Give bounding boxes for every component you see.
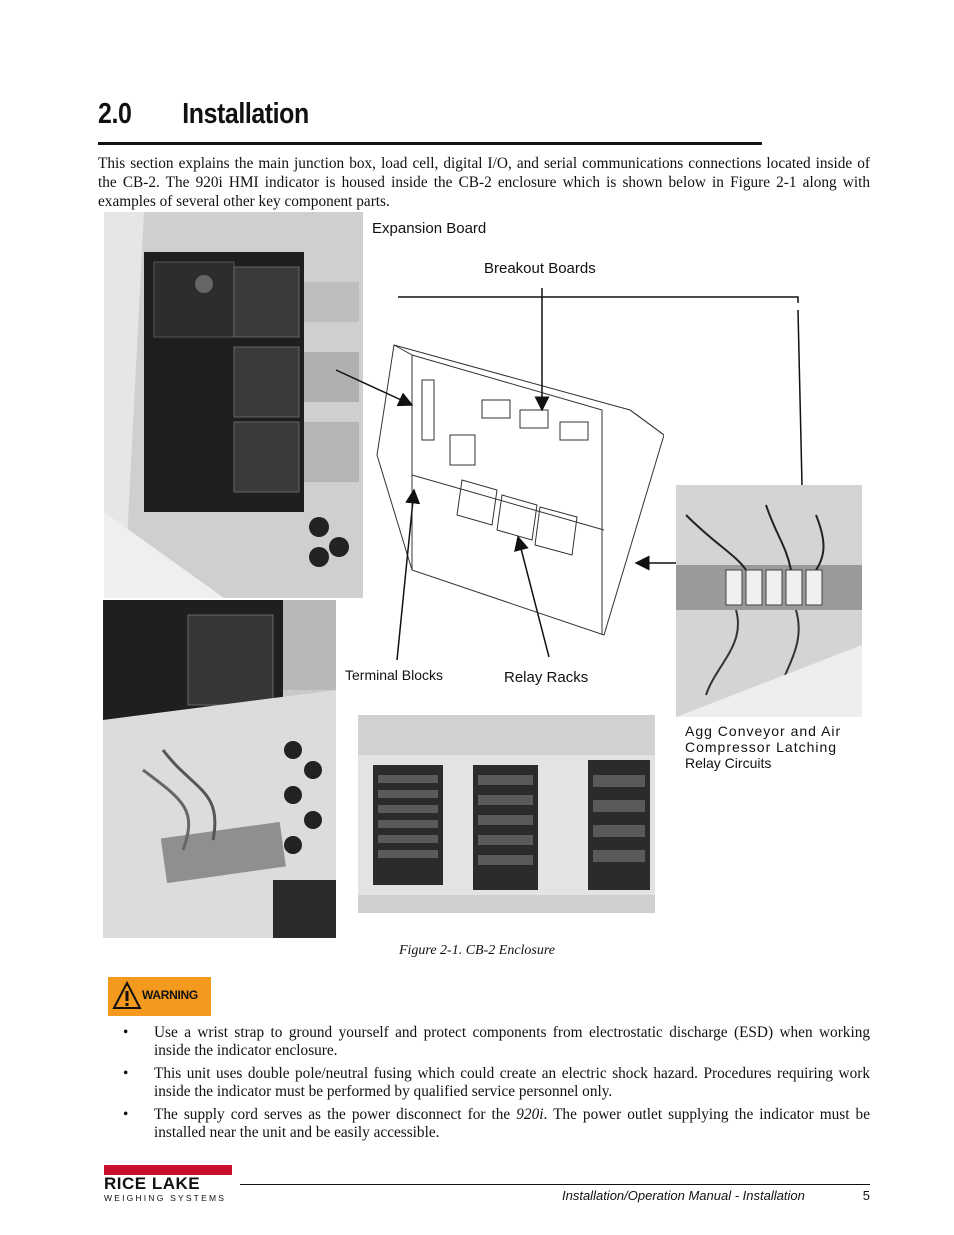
section-heading bbox=[98, 98, 762, 145]
photo-relay-circuits-drawing bbox=[676, 485, 862, 717]
warning-bullet: • This unit uses double pole/neutral fusing which could create an electric shock hazard. Procedures requiring work inside the indicator must be performed by qualified service personnel only. bbox=[123, 1065, 870, 1100]
photo-circuit-boards bbox=[104, 212, 363, 598]
warning-triangle-icon bbox=[112, 981, 142, 1011]
warning-bullet: • Use a wrist strap to ground yourself and protect components from electrostatic discharge (ESD) when working inside the indicator enclosure. bbox=[123, 1024, 870, 1059]
warning-list bbox=[123, 1024, 870, 1147]
warning-bullet: • The supply cord serves as the power disconnect for the 920i. The power outlet supplying the indicator must be installed near the unit and be easily accessible. bbox=[123, 1106, 870, 1141]
brand-logo bbox=[104, 1165, 234, 1207]
bracket-top bbox=[398, 297, 798, 303]
label-agg-line2: Compressor Latching bbox=[685, 739, 838, 755]
label-expansion-board: Expansion Board bbox=[372, 220, 487, 237]
label-agg-line3: Relay Circuits bbox=[685, 755, 772, 771]
figure-caption: Figure 2-1. CB-2 Enclosure bbox=[398, 943, 556, 958]
footer-manual-title: Installation/Operation Manual - Installation bbox=[562, 1188, 805, 1203]
photo-terminal-wiring-drawing bbox=[103, 600, 336, 938]
photo-relay-circuits bbox=[676, 485, 862, 717]
label-relay-racks: Relay Racks bbox=[504, 669, 589, 686]
section-title: Installation bbox=[182, 98, 309, 130]
intro-paragraph: This section explains the main junction box, load cell, digital I/O, and serial communications connections located inside of the CB-2. The 920i HMI indicator is housed inside the CB-2 enclosure which is shown below in Figure 2-1 along with examples of several other key component parts. bbox=[98, 155, 870, 210]
label-terminal-blocks: Terminal Blocks bbox=[345, 667, 444, 683]
label-agg-conveyor bbox=[685, 723, 841, 771]
brand-name: RICE LAKE bbox=[104, 1174, 201, 1193]
footer-rule bbox=[240, 1184, 870, 1185]
label-agg-line1: Agg Conveyor and Air bbox=[685, 723, 842, 739]
photo-circuit-boards-drawing bbox=[104, 212, 363, 598]
photo-terminal-wiring bbox=[103, 600, 336, 938]
brand-subtitle: WEIGHING SYSTEMS bbox=[104, 1193, 227, 1203]
page-number: 5 bbox=[862, 1188, 870, 1203]
enclosure-drawing bbox=[372, 325, 664, 640]
photo-relay-racks-drawing bbox=[358, 715, 655, 913]
bracket-right-line bbox=[798, 310, 802, 485]
label-breakout-boards: Breakout Boards bbox=[484, 260, 596, 277]
section-number: 2.0 bbox=[98, 98, 132, 130]
warning-label: WARNING bbox=[142, 988, 198, 1002]
enclosure-drawing-svg bbox=[372, 325, 664, 640]
photo-relay-racks bbox=[358, 715, 655, 913]
